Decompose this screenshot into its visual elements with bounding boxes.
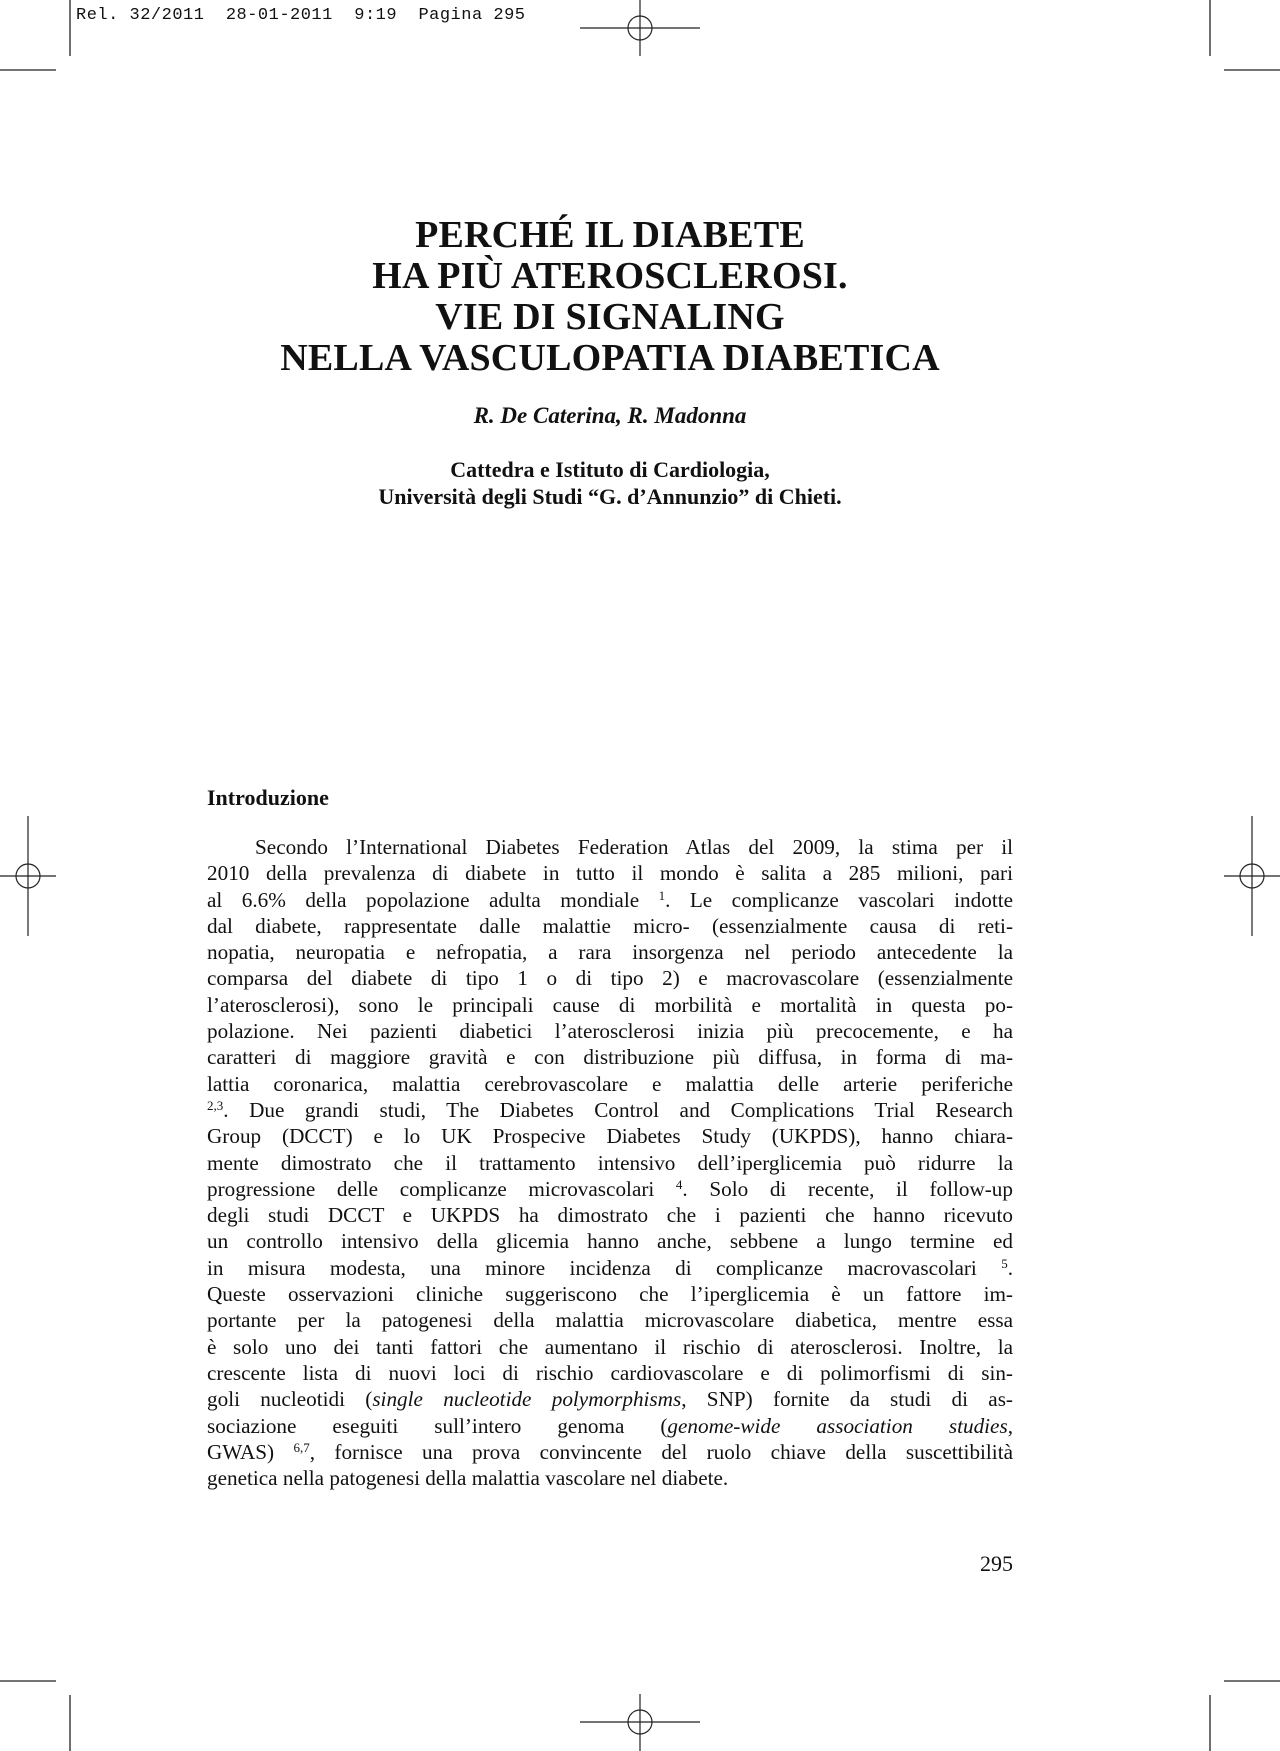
paragraph-line <box>207 1465 1013 1491</box>
text-run: progressione delle complicanze microvascolari <box>207 1176 676 1201</box>
authors: R. De Caterina, R. Madonna <box>473 403 747 428</box>
italic-term: genome-wide association studies <box>667 1413 1008 1438</box>
paragraph-line <box>207 939 1013 965</box>
section-heading: Introduzione <box>207 785 329 810</box>
text-run: dal diabete, rappresentate dalle malattie micro- (essenzialmente causa di reti- <box>207 913 1013 938</box>
paragraph-line <box>207 1360 1013 1386</box>
text-run: lattia coronarica, malattia cerebrovascolare e malattia delle arterie periferiche <box>207 1071 1013 1096</box>
article-title <box>140 215 1080 379</box>
paragraph-line <box>207 1150 1013 1176</box>
title-line: VIE DI SIGNALING <box>435 296 785 338</box>
paragraph-line <box>207 1307 1013 1333</box>
affiliation-line: Cattedra e Istituto di Cardiologia, <box>450 457 770 482</box>
title-line: PERCHÉ IL DIABETE <box>415 214 805 256</box>
paragraph-line <box>207 1255 1013 1281</box>
text-run: , SNP) fornite da studi di as- <box>681 1387 1013 1412</box>
text-run: un controllo intensivo della glicemia hanno anche, sebbene a lungo termine ed <box>207 1229 1013 1254</box>
paragraph-line <box>207 1334 1013 1360</box>
registration-mark-bottom <box>580 1694 700 1751</box>
print-slug: Rel. 32/2011 28-01-2011 9:19 Pagina 295 <box>76 6 526 25</box>
text-run: comparsa del diabete di tipo 1 o di tipo 2) e macrovascolare (essenzialmente <box>207 966 1013 991</box>
paragraph-line <box>207 1281 1013 1307</box>
paragraph-line <box>207 1202 1013 1228</box>
citation-ref: 6,7 <box>293 1439 310 1455</box>
paragraph-line <box>207 913 1013 939</box>
text-run: crescente lista di nuovi loci di rischio cardiovascolare e di polimorfismi di sin- <box>207 1360 1013 1385</box>
text-run: caratteri di maggiore gravità e con distribuzione più diffusa, in forma di ma- <box>207 1045 1013 1070</box>
text-run: nopatia, neuropatia e nefropatia, a rara insorgenza nel periodo antecedente la <box>207 940 1013 965</box>
paragraph-line <box>207 1044 1013 1070</box>
paragraph-line <box>207 1176 1013 1202</box>
paragraph-line <box>207 834 1013 860</box>
citation-ref: 5 <box>1001 1255 1008 1271</box>
paragraph-line <box>207 887 1013 913</box>
paragraph-line <box>207 1097 1013 1123</box>
paragraph-line <box>207 1413 1013 1439</box>
text-run: l’aterosclerosi), sono le principali cause di morbilità e mortalità in questa po- <box>207 992 1013 1017</box>
text-run: polazione. Nei pazienti diabetici l’aterosclerosi inizia più precocemente, e ha <box>207 1019 1013 1044</box>
text-run: , <box>1007 1413 1013 1438</box>
text-run: . <box>1007 1255 1013 1280</box>
text-run: . Due grandi studi, The Diabetes Control and Complications Trial Research <box>223 1097 1013 1122</box>
text-run: Group (DCCT) e lo UK Prospecive Diabetes Study (UKPDS), hanno chiara- <box>207 1124 1013 1149</box>
paragraph-line <box>207 1018 1013 1044</box>
title-line: NELLA VASCULOPATIA DIABETICA <box>280 337 940 379</box>
text-run: sociazione eseguiti sull’intero genoma ( <box>207 1413 668 1438</box>
registration-mark-left <box>0 816 56 936</box>
citation-ref: 2,3 <box>207 1097 224 1113</box>
text-run: , fornisce una prova convincente del ruolo chiave della suscettibilità <box>309 1439 1013 1464</box>
text-run: mente dimostrato che il trattamento intensivo dell’iperglicemia può ridurre la <box>207 1150 1013 1175</box>
text-run: Secondo l’International Diabetes Federation Atlas del 2009, la stima per il <box>255 835 1013 859</box>
paragraph-line <box>207 1228 1013 1254</box>
paragraph-line <box>207 1123 1013 1149</box>
text-run: al 6.6% della popolazione adulta mondiale <box>207 887 659 912</box>
paragraph-line <box>207 1071 1013 1097</box>
affiliation-line: Università degli Studi “G. d’Annunzio” di Chieti. <box>378 484 842 509</box>
text-run: . Solo di recente, il follow-up <box>682 1176 1013 1201</box>
text-run: degli studi DCCT e UKPDS ha dimostrato che i pazienti che hanno ricevuto <box>207 1203 1013 1228</box>
text-run: 2010 della prevalenza di diabete in tutto il mondo è salita a 285 milioni, pari <box>207 861 1013 886</box>
text-run: GWAS) <box>207 1439 294 1464</box>
title-line: HA PIÙ ATEROSCLEROSI. <box>372 255 848 297</box>
intro-paragraph <box>207 834 1013 1491</box>
text-run: è solo uno dei tanti fattori che aumentano il rischio di aterosclerosi. Inoltre, la <box>207 1334 1013 1359</box>
paragraph-line <box>207 965 1013 991</box>
text-run: genetica nella patogenesi della malattia vascolare nel diabete. <box>207 1466 729 1491</box>
text-run: in misura modesta, una minore incidenza di complicanze macrovascolari <box>207 1255 1002 1280</box>
italic-term: single nucleotide polymorphisms <box>372 1387 682 1412</box>
citation-ref: 4 <box>675 1176 683 1192</box>
paragraph-line <box>207 1439 1013 1465</box>
paragraph-line <box>207 860 1013 886</box>
page-number: 295 <box>980 1551 1013 1576</box>
text-run: goli nucleotidi ( <box>207 1387 373 1412</box>
registration-mark-right <box>1224 816 1280 936</box>
text-run: portante per la patogenesi della malattia microvascolare diabetica, mentre essa <box>207 1308 1013 1333</box>
text-run: . Le complicanze vascolari indotte <box>665 887 1013 912</box>
text-run: Queste osservazioni cliniche suggeriscono che l’iperglicemia è un fattore im- <box>207 1282 1013 1307</box>
affiliation <box>140 456 1080 510</box>
paragraph-line <box>207 1386 1013 1412</box>
paragraph-line <box>207 992 1013 1018</box>
citation-ref: 1 <box>658 887 666 903</box>
registration-mark-top <box>580 0 700 56</box>
